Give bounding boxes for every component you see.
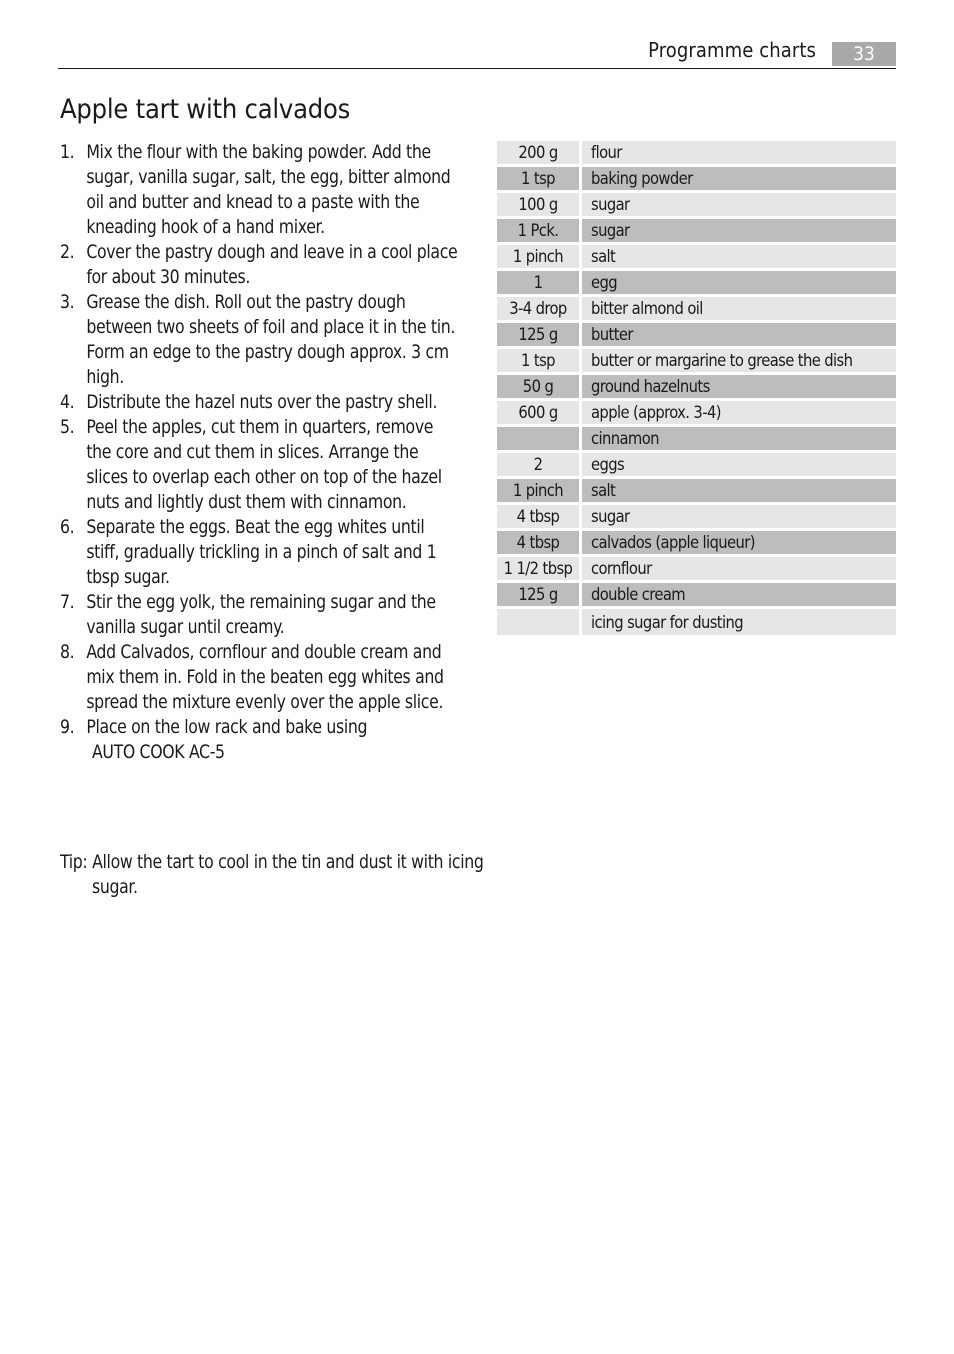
ingredient-name: icing sugar for dusting	[582, 609, 896, 635]
ingredient-quantity: 4 tbsp	[497, 531, 579, 554]
ingredient-row	[497, 531, 896, 554]
ingredient-row	[497, 219, 896, 242]
step-number: 5.	[60, 417, 75, 438]
ingredient-name: sugar	[582, 193, 896, 216]
ingredient-row	[497, 349, 896, 372]
ingredient-name: calvados (apple liqueur)	[582, 531, 896, 554]
step-text: Peel the apples, cut them in quarters, remove the core and cut them in slices. Arrange the slices to overlap each other on top of the hazel nuts and lightly dust them with cinnamon.	[86, 417, 442, 513]
instruction-step	[60, 640, 460, 715]
ingredient-name: flour	[582, 141, 896, 164]
step-number: 4.	[60, 392, 75, 413]
ingredient-quantity: 600 g	[497, 401, 579, 424]
ingredient-quantity: 50 g	[497, 375, 579, 398]
ingredient-quantity	[497, 427, 579, 450]
instruction-step	[60, 515, 460, 590]
ingredient-name: butter	[582, 323, 896, 346]
ingredient-quantity: 4 tbsp	[497, 505, 579, 528]
ingredient-name: salt	[582, 245, 896, 268]
step-text: Mix the flour with the baking powder. Add the sugar, vanilla sugar, salt, the egg, bitter almond oil and butter and knead to a paste with the kneading hook of a hand mixer.	[86, 142, 451, 238]
step-number: 8.	[60, 642, 75, 663]
ingredient-quantity: 2	[497, 453, 579, 476]
step-number: 1.	[60, 142, 75, 163]
ingredient-row	[497, 245, 896, 268]
header-divider	[58, 68, 896, 69]
ingredient-row	[497, 167, 896, 190]
step-text: Separate the eggs. Beat the egg whites until stiff, gradually trickling in a pinch of salt and 1 tbsp sugar.	[86, 517, 437, 588]
ingredient-name: butter or margarine to grease the dish	[582, 349, 896, 372]
instruction-list	[60, 140, 460, 765]
ingredient-name: bitter almond oil	[582, 297, 896, 320]
step-number: 6.	[60, 517, 75, 538]
ingredient-name: cornflour	[582, 557, 896, 580]
ingredient-row	[497, 453, 896, 476]
ingredient-name: cinnamon	[582, 427, 896, 450]
ingredient-name: egg	[582, 271, 896, 294]
ingredient-quantity: 3-4 drop	[497, 297, 579, 320]
step-number: 9.	[60, 717, 75, 738]
page-title: Apple tart with calvados	[60, 94, 351, 125]
section-title: Programme charts	[648, 38, 816, 62]
ingredient-quantity: 125 g	[497, 583, 579, 606]
tip-text: Tip: Allow the tart to cool in the tin and dust it with icing sugar.	[60, 852, 484, 898]
ingredient-row	[497, 583, 896, 606]
ingredient-row	[497, 141, 896, 164]
instruction-step	[60, 715, 460, 765]
step-text: Distribute the hazel nuts over the pastry shell.	[86, 392, 438, 413]
step-text: Grease the dish. Roll out the pastry dough between two sheets of foil and place it in the tin. Form an edge to the pastry dough approx. 3 cm high.	[86, 292, 456, 388]
instruction-step	[60, 290, 460, 390]
ingredient-quantity: 1 tsp	[497, 167, 579, 190]
instruction-step	[60, 140, 460, 240]
page-number: 33	[832, 42, 896, 66]
ingredient-row	[497, 557, 896, 580]
programme-code: AUTO COOK AC-5	[91, 742, 225, 763]
ingredient-name: baking powder	[582, 167, 896, 190]
ingredient-quantity: 200 g	[497, 141, 579, 164]
ingredient-row	[497, 427, 896, 450]
step-number: 7.	[60, 592, 75, 613]
ingredient-row	[497, 193, 896, 216]
ingredient-row	[497, 271, 896, 294]
instruction-step	[60, 240, 460, 290]
step-text: Add Calvados, cornflour and double cream and mix them in. Fold in the beaten egg whites and spread the mixture evenly over the apple slice.	[86, 642, 444, 713]
ingredient-quantity: 100 g	[497, 193, 579, 216]
ingredient-name: apple (approx. 3-4)	[582, 401, 896, 424]
ingredient-name: sugar	[582, 505, 896, 528]
ingredient-name: ground hazelnuts	[582, 375, 896, 398]
ingredient-name: salt	[582, 479, 896, 502]
step-number: 2.	[60, 242, 75, 263]
ingredient-row	[497, 505, 896, 528]
step-text: Cover the pastry dough and leave in a cool place for about 30 minutes.	[86, 242, 458, 288]
instruction-step	[60, 415, 460, 515]
ingredient-quantity: 125 g	[497, 323, 579, 346]
ingredient-row	[497, 375, 896, 398]
ingredient-quantity: 1	[497, 271, 579, 294]
ingredient-name: double cream	[582, 583, 896, 606]
ingredient-row	[497, 609, 896, 635]
ingredient-quantity: 1 tsp	[497, 349, 579, 372]
ingredient-quantity	[497, 609, 579, 635]
ingredient-row	[497, 479, 896, 502]
step-text: Stir the egg yolk, the remaining sugar and the vanilla sugar until creamy.	[86, 592, 436, 638]
ingredient-row	[497, 297, 896, 320]
ingredient-name: sugar	[582, 219, 896, 242]
ingredient-quantity: 1 Pck.	[497, 219, 579, 242]
ingredient-name: eggs	[582, 453, 896, 476]
ingredient-row	[497, 323, 896, 346]
ingredient-quantity: 1 1/2 tbsp	[497, 557, 579, 580]
step-number: 3.	[60, 292, 75, 313]
instruction-step	[60, 390, 460, 415]
ingredient-quantity: 1 pinch	[497, 245, 579, 268]
ingredient-row	[497, 401, 896, 424]
step-text: Place on the low rack and bake using	[86, 717, 368, 738]
instruction-step	[60, 590, 460, 640]
ingredient-quantity: 1 pinch	[497, 479, 579, 502]
ingredients-table	[497, 138, 896, 638]
